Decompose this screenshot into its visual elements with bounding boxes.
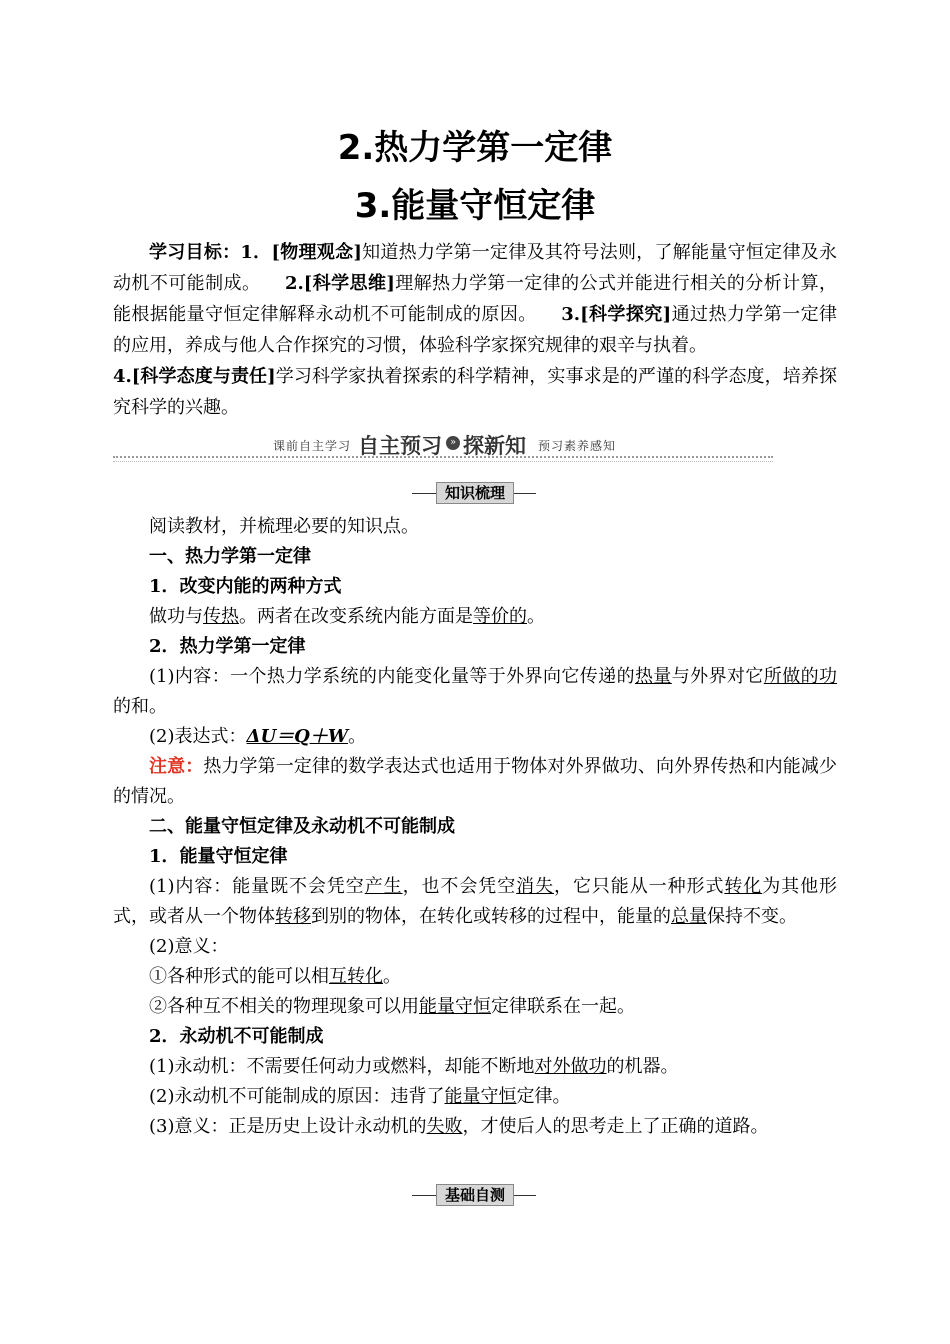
para-1: 做功与传热。两者在改变系统内能方面是等价的。: [149, 606, 545, 627]
heading-2-2: 2．永动机不可能制成: [149, 1026, 324, 1047]
objective-2-text: 理解热力学第一定律的公式并能进行相关的分析计算，能根据能量守恒定律解释永动机不可能制成的原因。: [113, 273, 837, 325]
objective-4-text: 学习科学家执着探索的科学精神，实事求是的严谨的科学态度，培养探究科学的兴趣。: [113, 366, 837, 418]
heading-1-1: 1．改变内能的两种方式: [149, 576, 342, 597]
content-body: [113, 512, 837, 1142]
formula: ΔU＝Q＋W: [246, 726, 349, 747]
para-5: (2)意义：: [149, 936, 229, 957]
para-4: (1)内容：能量既不会凭空产生，也不会凭空消失，它只能从一种形式转化为其他形式，或者从一个物体转移到别的物体，在转化或转移的过程中，能量的总量保持不变。: [113, 876, 838, 927]
title-line-2: 3.能量守恒定律: [354, 186, 596, 226]
objective-3-text: 通过热力学第一定律的应用，养成与他人合作探究的习惯，体验科学家探究规律的艰辛与执着。: [113, 304, 837, 356]
banner-main-1: 自主预习: [358, 434, 442, 458]
heading-1-2: 2．热力学第一定律: [149, 636, 306, 657]
objective-3-num: 3.: [561, 304, 581, 325]
para-2: (1)内容：一个热力学系统的内能变化量等于外界向它传递的热量与外界对它所做的功的和。: [113, 666, 838, 717]
note-label: 注意：: [149, 756, 204, 777]
learning-objectives: [113, 237, 837, 423]
objective-2-num: 2.: [284, 273, 304, 294]
para-10: (3)意义：正是历史上设计永动机的失败，才使后人的思考走上了正确的道路。: [149, 1116, 769, 1137]
para-3: (2)表达式：ΔU＝Q＋W。: [149, 726, 367, 747]
heading-1: 一、热力学第一定律: [149, 546, 311, 567]
knowledge-tag: [412, 482, 536, 504]
heading-2: 二、能量守恒定律及永动机不可能制成: [149, 816, 455, 837]
objective-3-tag: [科学探究]: [580, 304, 672, 325]
objective-4-num: 4.: [113, 366, 132, 387]
banner-main-2: 探新知: [463, 434, 526, 458]
note: 注意：热力学第一定律的数学表达式也适用于物体对外界做功、向外界传热和内能减少的情况。: [113, 756, 838, 807]
section-banner: [113, 430, 773, 464]
heading-2-1: 1．能量守恒定律: [149, 846, 288, 867]
para-7: ②各种互不相关的物理现象可以用能量守恒定律联系在一起。: [149, 996, 635, 1017]
para-8: (1)永动机：不需要任何动力或燃料，却能不断地对外做功的机器。: [149, 1056, 679, 1077]
objective-1-tag: [物理观念]: [271, 242, 362, 263]
intro-text: 阅读教材，并梳理必要的知识点。: [149, 516, 419, 537]
objective-1-text: 知道热力学第一定律及其符号法则，了解能量守恒定律及永动机不可能制成。: [113, 242, 837, 294]
banner-left-label: 课前自主学习: [273, 439, 352, 453]
objectives-label: 学习目标：: [149, 242, 241, 263]
objective-4-tag: [科学态度与责任]: [131, 366, 276, 387]
selftest-tag: [412, 1184, 536, 1206]
banner-divider-2: [113, 461, 773, 462]
knowledge-tag-label: 知识梳理: [436, 482, 514, 504]
banner-right-label: 预习素养感知: [538, 439, 617, 453]
objective-2-tag: [科学思维]: [303, 273, 395, 294]
selftest-tag-label: 基础自测: [436, 1184, 514, 1206]
banner-arrow-icon: »: [446, 436, 460, 450]
para-9: (2)永动机不可能制成的原因：违背了能量守恒定律。: [149, 1086, 571, 1107]
title-line-1: 2.热力学第一定律: [337, 128, 613, 168]
para-6: ①各种形式的能可以相互转化。: [149, 966, 401, 987]
objective-1-num: 1．: [240, 242, 272, 263]
banner-divider: [113, 456, 773, 458]
